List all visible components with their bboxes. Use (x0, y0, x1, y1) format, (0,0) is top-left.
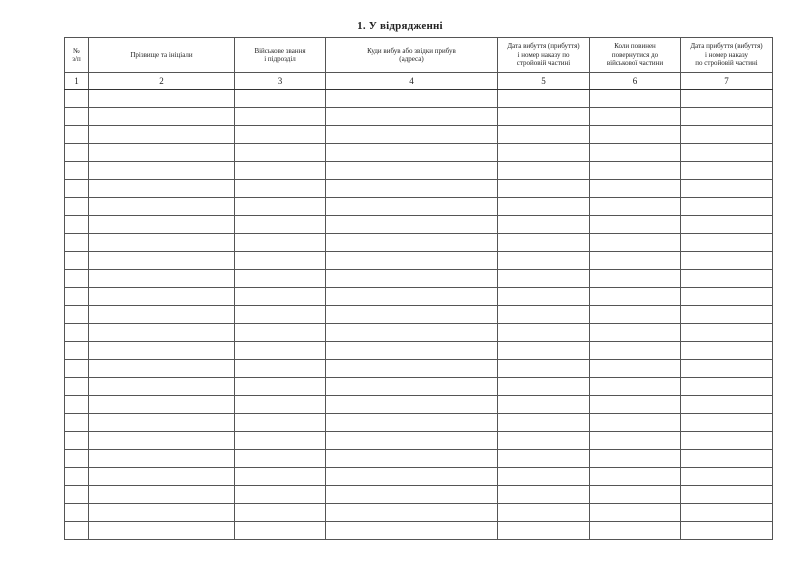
table-cell (235, 504, 326, 522)
table-cell (89, 198, 235, 216)
table-cell (235, 216, 326, 234)
table-cell (326, 522, 498, 540)
table-cell (498, 198, 590, 216)
table-cell (498, 432, 590, 450)
table-cell (65, 342, 89, 360)
table-cell (235, 162, 326, 180)
table-row (65, 288, 773, 306)
table-row (65, 342, 773, 360)
travel-register-table (64, 37, 773, 540)
table-cell (681, 414, 773, 432)
table-cell (498, 108, 590, 126)
table-cell (498, 162, 590, 180)
table-row (65, 108, 773, 126)
table-cell (498, 396, 590, 414)
table-cell (681, 522, 773, 540)
table-cell (235, 432, 326, 450)
table-cell (235, 144, 326, 162)
table-cell (326, 252, 498, 270)
table-cell (681, 468, 773, 486)
table-cell (326, 126, 498, 144)
table-cell (65, 306, 89, 324)
table-cell (326, 324, 498, 342)
table-cell (326, 270, 498, 288)
header-row (65, 38, 773, 73)
table-cell (681, 252, 773, 270)
table-cell (89, 360, 235, 378)
table-row (65, 90, 773, 108)
table-row (65, 144, 773, 162)
table-cell (235, 180, 326, 198)
table-cell (590, 504, 681, 522)
table-row (65, 252, 773, 270)
table-cell (65, 198, 89, 216)
table-cell (89, 342, 235, 360)
header-rank-unit: Військове звання і підрозділ (235, 38, 326, 73)
table-cell (235, 360, 326, 378)
table-cell (89, 414, 235, 432)
table-row (65, 486, 773, 504)
table-row (65, 180, 773, 198)
table-cell (89, 180, 235, 198)
table-cell (326, 198, 498, 216)
table-cell (326, 504, 498, 522)
table-cell (681, 360, 773, 378)
table-cell (590, 162, 681, 180)
table-cell (65, 126, 89, 144)
header-departure-date-order: Дата вибуття (прибуття) і номер наказу по стройовій частині (498, 38, 590, 73)
table-cell (235, 414, 326, 432)
table-cell (681, 90, 773, 108)
table-cell (65, 360, 89, 378)
table-cell (235, 468, 326, 486)
table-cell (681, 486, 773, 504)
table-cell (326, 144, 498, 162)
column-number: 3 (235, 73, 326, 90)
table-cell (326, 288, 498, 306)
table-cell (326, 342, 498, 360)
table-cell (681, 324, 773, 342)
table-cell (89, 234, 235, 252)
table-cell (590, 324, 681, 342)
column-number: 4 (326, 73, 498, 90)
table-cell (235, 108, 326, 126)
table-cell (681, 180, 773, 198)
table-row (65, 450, 773, 468)
table-cell (590, 252, 681, 270)
table-cell (681, 504, 773, 522)
table-cell (590, 486, 681, 504)
table-cell (65, 378, 89, 396)
table-cell (590, 126, 681, 144)
header-surname-initials: Прізвище та ініціали (89, 38, 235, 73)
table-cell (498, 90, 590, 108)
table-row (65, 270, 773, 288)
table-body (65, 90, 773, 540)
table-cell (590, 306, 681, 324)
table-cell (498, 234, 590, 252)
table-cell (590, 342, 681, 360)
table-cell (89, 306, 235, 324)
table-cell (681, 162, 773, 180)
table-cell (326, 234, 498, 252)
table-cell (498, 360, 590, 378)
table-cell (65, 450, 89, 468)
table-row (65, 162, 773, 180)
table-cell (235, 288, 326, 306)
table-cell (89, 504, 235, 522)
table-cell (65, 396, 89, 414)
table-cell (235, 126, 326, 144)
table-cell (235, 252, 326, 270)
table-cell (89, 396, 235, 414)
table-cell (89, 216, 235, 234)
header-return-due: Коли повинен повернутися до військової частини (590, 38, 681, 73)
table-cell (65, 324, 89, 342)
column-number: 2 (89, 73, 235, 90)
table-cell (681, 108, 773, 126)
table-row (65, 198, 773, 216)
table-cell (590, 180, 681, 198)
table-cell (65, 486, 89, 504)
table-cell (498, 450, 590, 468)
table-cell (89, 450, 235, 468)
table-cell (89, 144, 235, 162)
table-cell (65, 144, 89, 162)
table-cell (681, 216, 773, 234)
table-cell (326, 378, 498, 396)
column-number: 1 (65, 73, 89, 90)
table-cell (590, 450, 681, 468)
table-cell (326, 108, 498, 126)
table-cell (498, 216, 590, 234)
table-cell (498, 504, 590, 522)
table-cell (681, 396, 773, 414)
table-cell (235, 342, 326, 360)
table-cell (590, 288, 681, 306)
table-cell (89, 252, 235, 270)
table-cell (681, 144, 773, 162)
table-cell (326, 162, 498, 180)
table-cell (590, 90, 681, 108)
table-cell (498, 342, 590, 360)
table-cell (235, 486, 326, 504)
header-arrival-date-order: Дата прибуття (вибуття) і номер наказу по стройовій частині (681, 38, 773, 73)
table-row (65, 378, 773, 396)
table-cell (590, 468, 681, 486)
table-cell (681, 270, 773, 288)
table-row (65, 324, 773, 342)
column-number: 7 (681, 73, 773, 90)
table-cell (235, 306, 326, 324)
table-cell (65, 234, 89, 252)
table-cell (498, 468, 590, 486)
table-cell (235, 396, 326, 414)
table-row (65, 432, 773, 450)
table-cell (65, 432, 89, 450)
table-cell (681, 234, 773, 252)
column-number: 6 (590, 73, 681, 90)
table-cell (590, 108, 681, 126)
table-cell (89, 486, 235, 504)
table-cell (326, 306, 498, 324)
header-number: № з/п (65, 38, 89, 73)
table-row (65, 360, 773, 378)
table-cell (89, 378, 235, 396)
table-cell (65, 522, 89, 540)
table-cell (235, 522, 326, 540)
table-cell (326, 468, 498, 486)
table-cell (89, 126, 235, 144)
table-row (65, 504, 773, 522)
table-cell (89, 90, 235, 108)
column-number-row (65, 73, 773, 90)
table-cell (498, 270, 590, 288)
table-cell (590, 198, 681, 216)
table-cell (326, 432, 498, 450)
table-cell (235, 270, 326, 288)
table-cell (89, 108, 235, 126)
table-cell (590, 522, 681, 540)
table-cell (235, 234, 326, 252)
table-cell (65, 216, 89, 234)
table-cell (65, 180, 89, 198)
table-cell (89, 288, 235, 306)
table-cell (235, 198, 326, 216)
column-number: 5 (498, 73, 590, 90)
table-row (65, 396, 773, 414)
table-row (65, 414, 773, 432)
page-title: 1. У відрядженні (357, 20, 443, 32)
table-cell (498, 144, 590, 162)
table-cell (681, 450, 773, 468)
table-cell (590, 414, 681, 432)
table-cell (89, 468, 235, 486)
table-cell (590, 360, 681, 378)
table-cell (65, 252, 89, 270)
table-cell (498, 324, 590, 342)
table-cell (498, 126, 590, 144)
table-cell (65, 414, 89, 432)
table-row (65, 216, 773, 234)
table-cell (65, 468, 89, 486)
table-cell (498, 486, 590, 504)
table-cell (89, 522, 235, 540)
table-row (65, 522, 773, 540)
table-cell (326, 216, 498, 234)
table-cell (681, 378, 773, 396)
table-cell (681, 306, 773, 324)
table-cell (681, 126, 773, 144)
table-cell (89, 324, 235, 342)
table-cell (326, 450, 498, 468)
table-cell (590, 234, 681, 252)
table-row (65, 126, 773, 144)
table-cell (326, 486, 498, 504)
table-cell (498, 252, 590, 270)
table-cell (326, 180, 498, 198)
table-cell (65, 90, 89, 108)
table-cell (590, 378, 681, 396)
header-destination-address: Куди вибув або звідки прибув (адреса) (326, 38, 498, 73)
table-cell (235, 450, 326, 468)
table-cell (498, 180, 590, 198)
table-cell (590, 216, 681, 234)
table-cell (65, 288, 89, 306)
table-cell (326, 414, 498, 432)
table-cell (326, 360, 498, 378)
table-cell (498, 288, 590, 306)
table-cell (326, 90, 498, 108)
table-cell (65, 162, 89, 180)
table-cell (89, 432, 235, 450)
table-cell (590, 144, 681, 162)
table-cell (235, 324, 326, 342)
table-row (65, 468, 773, 486)
table-cell (681, 342, 773, 360)
table-cell (590, 270, 681, 288)
table-row (65, 306, 773, 324)
table-cell (235, 378, 326, 396)
table-cell (590, 396, 681, 414)
table-cell (65, 270, 89, 288)
table-cell (681, 432, 773, 450)
table-cell (681, 198, 773, 216)
table-cell (498, 522, 590, 540)
table-row (65, 234, 773, 252)
table-cell (65, 504, 89, 522)
table-cell (498, 414, 590, 432)
table-cell (498, 306, 590, 324)
table-cell (235, 90, 326, 108)
table-cell (326, 396, 498, 414)
table-cell (89, 162, 235, 180)
table-cell (498, 378, 590, 396)
table-cell (681, 288, 773, 306)
table-cell (65, 108, 89, 126)
table-cell (89, 270, 235, 288)
table-cell (590, 432, 681, 450)
